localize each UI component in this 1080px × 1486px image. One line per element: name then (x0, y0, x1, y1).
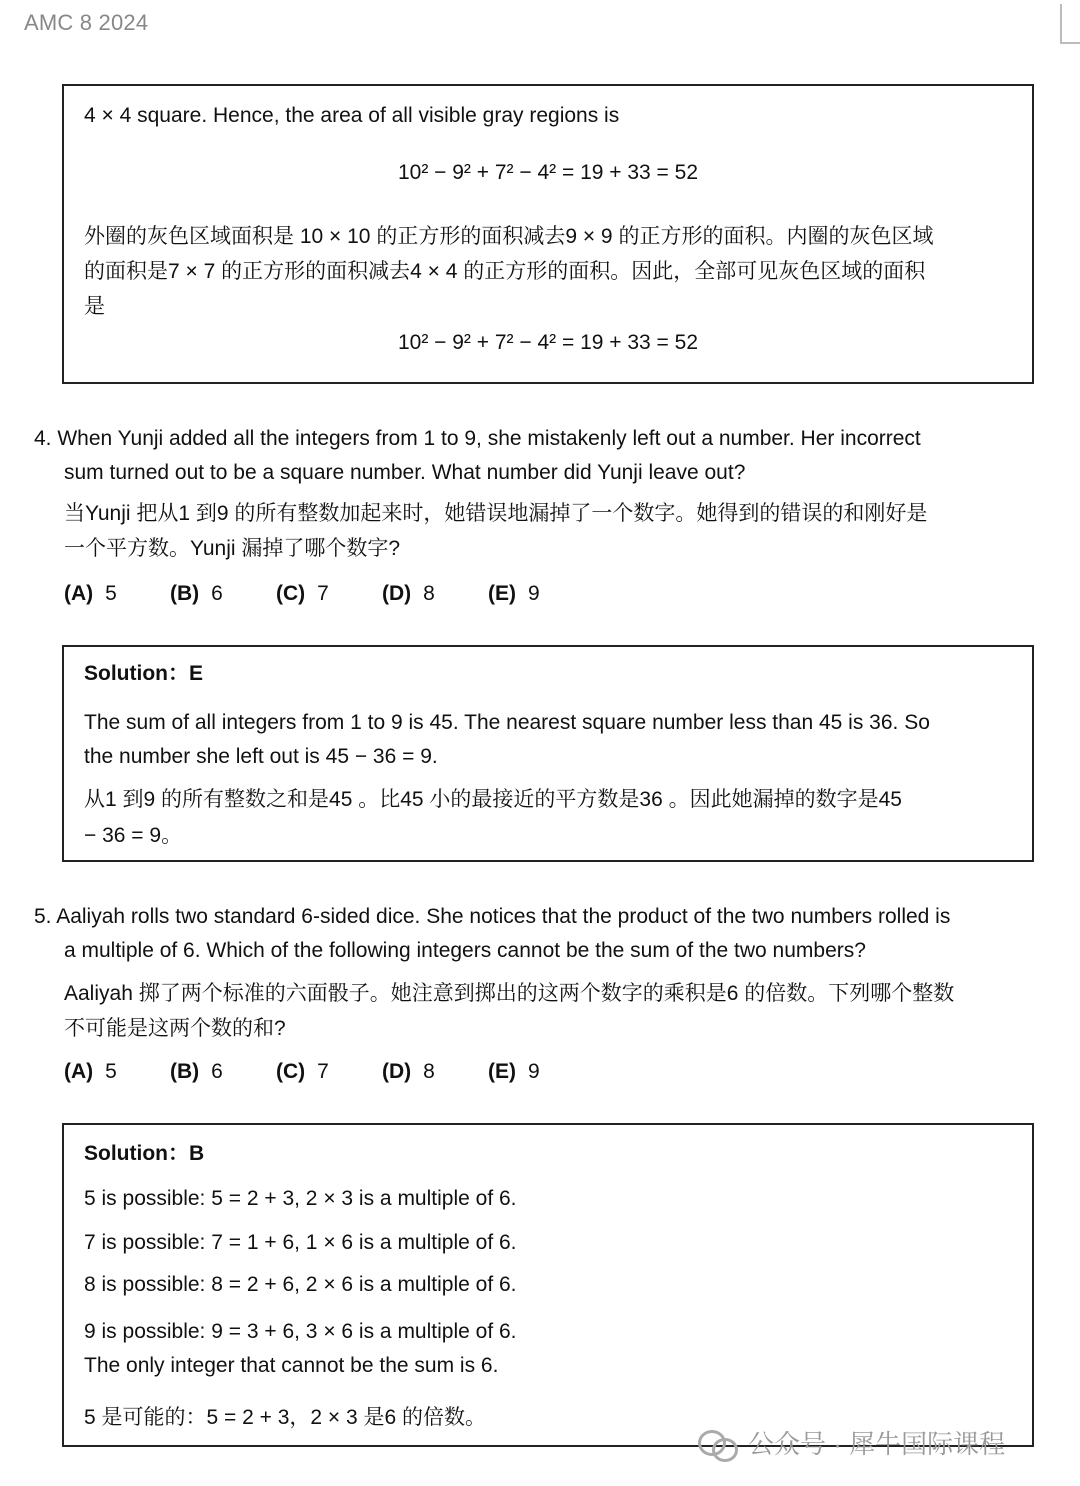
solution-text: 9 is possible: 9 = 3 + 6, 3 × 6 is a multiple of 6. (84, 1320, 517, 1343)
answer-option-c: (C) 7 (276, 582, 329, 605)
question-4-text-cn: 一个平方数。Yunji 漏掉了哪个数字? (64, 537, 401, 560)
answer-option-e: (E) 9 (488, 1060, 540, 1083)
document-header: AMC 8 2024 (24, 10, 149, 35)
answer-option-d: (D) 8 (382, 582, 435, 605)
solution-text: the number she left out is 45 − 36 = 9. (84, 745, 438, 768)
answer-option-b: (B) 6 (170, 582, 223, 605)
solution-text-cn: 是 (84, 295, 105, 318)
watermark-text: 公众号 · 犀牛国际课程 (748, 1429, 1006, 1459)
solution-text-cn: 从1 到9 的所有整数之和是45 。比45 小的最接近的平方数是36 。因此她漏掉的数字是45 (84, 788, 902, 811)
watermark (698, 1424, 1005, 1461)
solution-text-cn: 5 是可能的：5 = 2 + 3，2 × 3 是6 的倍数。 (84, 1406, 487, 1429)
question-5-text-cn: Aaliyah 掷了两个标准的六面骰子。她注意到掷出的这两个数字的乘积是6 的倍数。下列哪个整数 (64, 982, 955, 1005)
question-5-text-cn: 不可能是这两个数的和? (64, 1017, 286, 1040)
equation: 10² − 9² + 7² − 4² = 19 + 33 = 52 (397, 331, 699, 354)
solution-title: Solution：E (84, 662, 203, 685)
answer-option-e: (E) 9 (488, 582, 540, 605)
question-5-text: a multiple of 6. Which of the following integers cannot be the sum of the two numbers? (64, 939, 866, 962)
solution-box-5 (62, 1123, 1034, 1447)
solution-box-3 (62, 84, 1034, 384)
equation: 10² − 9² + 7² − 4² = 19 + 33 = 52 (397, 161, 699, 184)
solution-box-4 (62, 645, 1034, 862)
answer-option-a: (A) 5 (64, 1060, 117, 1083)
answer-option-b: (B) 6 (170, 1060, 223, 1083)
solution-text: 4 × 4 square. Hence, the area of all visible gray regions is (84, 104, 620, 127)
question-4-text: 4. When Yunji added all the integers from 1 to 9, she mistakenly left out a number. Her incorrect (34, 427, 921, 450)
page-corner-mark (1060, 4, 1080, 44)
answer-option-a: (A) 5 (64, 582, 117, 605)
solution-text: 5 is possible: 5 = 2 + 3, 2 × 3 is a multiple of 6. (84, 1187, 517, 1210)
solution-text-cn: 外圈的灰色区域面积是 10 × 10 的正方形的面积减去9 × 9 的正方形的面积。内圈的灰色区域 (84, 225, 934, 248)
answer-option-d: (D) 8 (382, 1060, 435, 1083)
wechat-icon (698, 1426, 738, 1460)
answer-option-c: (C) 7 (276, 1060, 329, 1083)
solution-text-cn: 的面积是7 × 7 的正方形的面积减去4 × 4 的正方形的面积。因此，全部可见灰色区域的面积 (84, 260, 926, 283)
solution-text: 7 is possible: 7 = 1 + 6, 1 × 6 is a multiple of 6. (84, 1231, 517, 1254)
solution-text: 8 is possible: 8 = 2 + 6, 2 × 6 is a multiple of 6. (84, 1273, 517, 1296)
question-5-text: 5. Aaliyah rolls two standard 6-sided dice. She notices that the product of the two numbers rolled is (34, 905, 951, 928)
solution-title: Solution：B (84, 1142, 205, 1165)
question-4-text-cn: 当Yunji 把从1 到9 的所有整数加起来时，她错误地漏掉了一个数字。她得到的错误的和刚好是 (64, 502, 928, 525)
solution-text: The only integer that cannot be the sum is 6. (84, 1354, 499, 1377)
question-4-text: sum turned out to be a square number. What number did Yunji leave out? (64, 461, 746, 484)
solution-text: The sum of all integers from 1 to 9 is 45. The nearest square number less than 45 is 36. So (84, 711, 930, 734)
solution-text-cn: − 36 = 9。 (84, 824, 183, 847)
